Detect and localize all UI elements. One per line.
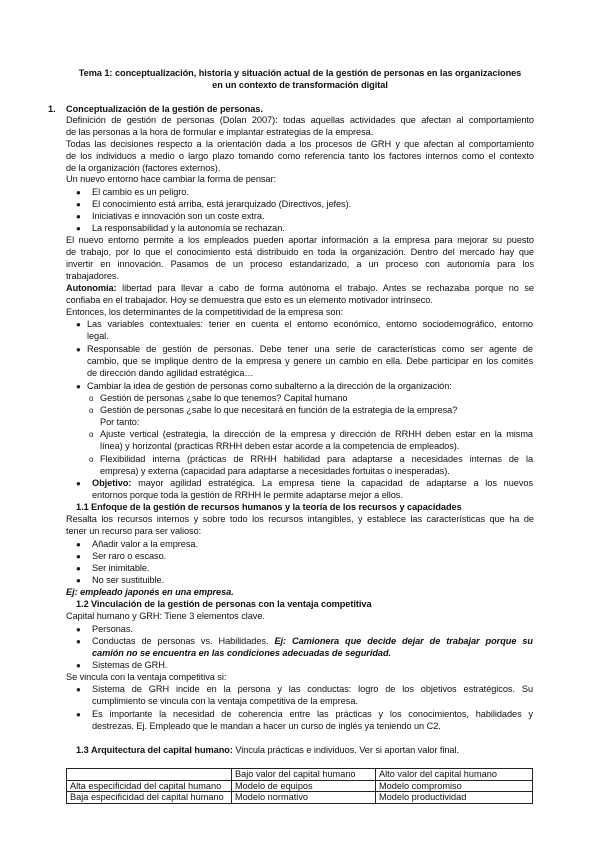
bullet-icon: ●	[76, 637, 81, 646]
section-1-1-number: 1.1	[76, 502, 89, 512]
example-text: Ej: empleado japonés en una empresa.	[66, 587, 234, 597]
objetivo-text: mayor agilidad estratégica. La empresa tiene la capacidad de adaptarse a los nuevos	[131, 478, 533, 488]
list-item-continuation: legal.	[87, 331, 109, 341]
table-cell: Alta especificidad del capital humano	[67, 780, 232, 792]
section-1-3-line	[91, 745, 559, 756]
circle-bullet-icon: o	[89, 394, 94, 403]
table-cell: Modelo de equipos	[232, 780, 376, 792]
paragraph-line: confiaba en el trabajador. Hoy se demuestra que esto es un elemento motivador intrínseco.	[66, 295, 433, 305]
bullet-icon: ●	[76, 540, 81, 549]
list-item: Personas.	[92, 624, 133, 634]
bullet-icon: ●	[76, 212, 81, 221]
section-1-2-number: 1.2	[76, 599, 89, 609]
section-1-3-heading: Arquitectura del capital humano:	[91, 745, 233, 755]
list-item: Responsable de gestión de personas. Debe tener una serie de características como ser agente de	[87, 344, 533, 354]
list-item: Sistema de GRH incide en la persona y las conductas: logro de los objetivos estratégicos. Su	[92, 684, 533, 694]
human-capital-architecture-table	[66, 768, 533, 804]
list-item: Las variables contextuales: tener en cuenta el entorno económico, entorno sociodemográfico, entorno	[87, 319, 533, 329]
paragraph-line: Resalta los recursos internos y sobre todo los recursos intangibles, y establece las características que ha de	[66, 514, 534, 524]
bullet-icon: ●	[76, 382, 81, 391]
paragraph-line: invertir en innovación. Pasamos de un proceso estandarizado, a un proceso con autonomía para los	[66, 259, 534, 269]
section-1-number: 1.	[48, 104, 56, 114]
list-item: No ser sustituible.	[92, 575, 165, 585]
list-item: Ser inimitable.	[92, 563, 150, 573]
document-title-line-2: en un contexto de transformación digital	[212, 80, 388, 90]
table-cell: Modelo compromiso	[376, 780, 533, 792]
paragraph-line: Se vincula con la ventaja competitiva si:	[66, 672, 227, 682]
circle-bullet-icon: o	[89, 455, 94, 464]
table-header-cell: Alto valor del capital humano	[376, 769, 533, 781]
list-item: El cambio es un peligro.	[92, 187, 189, 197]
section-1-3-number: 1.3	[76, 745, 89, 755]
sub-list-item: Ajuste vertical (estrategia, la dirección de la empresa y dirección de RRHH deben estar en la misma	[100, 429, 533, 439]
paragraph-line: de las personas a la hora de formular e implantar estrategias de la empresa.	[66, 127, 374, 137]
paragraph-line: trabajadores.	[66, 271, 119, 281]
autonomia-label: Autonomía:	[66, 283, 117, 293]
list-item-continuation: destrezas. Ej. Empleado que le mandan a hacer un curso de inglés ya teniendo un C2.	[92, 721, 441, 731]
paragraph-line: Capital humano y GRH: Tiene 3 elementos clave.	[66, 611, 265, 621]
paragraph-line: Definición de gestión de personas (Dolan 2007): todas aquellas actividades que afectan al comportamiento	[66, 115, 534, 125]
list-item-continuation: camión no se encuentra en las condiciones adecuadas de seguridad.	[92, 648, 392, 658]
bullet-icon: ●	[76, 552, 81, 561]
paragraph-line: de trabajo, por lo que el conocimiento está distribuido en toda la organización. Dentro del mercado hay que	[66, 247, 534, 257]
paragraph-line: Un nuevo entorno hace cambiar la forma de pensar:	[66, 174, 277, 184]
sub-list-item-continuation: empresa) y externa (capacidad para adaptarse a necesidades fortuitas o inesperadas).	[100, 466, 450, 476]
camionera-example: Ej: Camionera que decide dejar de trabajar porque su	[274, 636, 533, 646]
sub-list-item: Gestión de personas ¿sabe lo que necesitará en función de la estrategia de la empresa?	[100, 405, 458, 415]
bullet-icon: ●	[76, 224, 81, 233]
paragraph-line: de la organización (factores externos).	[66, 163, 221, 173]
list-item-continuation: cambio, que se implique dentro de la empresa y genere un cambio en ella. Debe participar en los comités	[87, 356, 533, 366]
table-cell: Modelo normativo	[232, 792, 376, 804]
list-item	[92, 636, 533, 647]
bullet-icon: ●	[76, 320, 81, 329]
circle-bullet-icon: o	[89, 430, 94, 439]
bullet-icon: ●	[76, 625, 81, 634]
bullet-icon: ●	[76, 710, 81, 719]
table-header-cell: Bajo valor del capital humano	[232, 769, 376, 781]
list-item: Añadir valor a la empresa.	[92, 539, 198, 549]
list-item: La responsabilidad y la autonomía se rechazan.	[92, 223, 285, 233]
list-item: Cambiar la idea de gestión de personas como subalterno a la dirección de la organización:	[87, 381, 452, 391]
autonomia-text: libertad para llevar a cabo de forma autónoma el trabajo. Antes se rechazaba porque no se	[116, 283, 534, 293]
bullet-icon: ●	[76, 564, 81, 573]
list-item-continuation: cumplimiento se vincula con la ventaja competitiva de la empresa.	[92, 696, 358, 706]
document-title-line-1: Tema 1: conceptualización, historia y situación actual de la gestión de personas en las organizaciones	[78, 68, 522, 78]
autonomia-definition	[66, 283, 534, 294]
paragraph-line: Todas las decisiones respecto a la orientación dada a los procesos de GRH y que afectan al comportamiento	[66, 139, 534, 149]
bullet-icon: ●	[76, 661, 81, 670]
table-header-cell	[67, 769, 232, 781]
objetivo-item	[92, 478, 533, 489]
section-1-2-heading: Vinculación de la gestión de personas con la ventaja competitiva	[91, 599, 372, 609]
list-item: Sistemas de GRH.	[92, 660, 168, 670]
list-item: Iniciativas e innovación son un coste extra.	[92, 211, 265, 221]
paragraph-line: tener un recurso para ser valioso:	[66, 526, 202, 536]
list-item: Ser raro o escaso.	[92, 551, 167, 561]
list-item-continuation: de dirección dando agilidad estratégica…	[87, 368, 254, 378]
paragraph-line: El nuevo entorno permite a los empleados pueden aportar información a la empresa para mejorar su puesto	[66, 235, 534, 245]
objetivo-label: Objetivo:	[92, 478, 132, 488]
list-item: Es importante la necesidad de coherencia entre las prácticas y los conocimientos, habilidades y	[92, 709, 533, 719]
section-1-3-text: Vincula prácticas e individuos. Ver si aportan valor final.	[232, 745, 459, 755]
bullet-icon: ●	[76, 188, 81, 197]
conductas-text: Conductas de personas vs. Habilidades.	[92, 636, 275, 646]
sub-list-item-continuation: Por tanto:	[100, 417, 140, 427]
paragraph-line: de los individuos a medio o largo plazo tomando como referencia tanto los factores internos como el contexto	[66, 151, 534, 161]
bullet-icon: ●	[76, 345, 81, 354]
table-row	[67, 792, 533, 804]
table-header-row	[67, 769, 533, 781]
sub-list-item: Flexibilidad interna (prácticas de RRHH habilidad para adaptarse a necesidades internas de la	[100, 454, 533, 464]
section-1-heading: Conceptualización de la gestión de personas.	[66, 104, 263, 114]
paragraph-line: Entonces, los determinantes de la competitividad de la empresa son:	[66, 307, 344, 317]
list-item-continuation: entornos porque toda la gestión de RRHH le permite adaptarse mejor a ellos.	[92, 490, 403, 500]
bullet-icon: ●	[76, 479, 81, 488]
section-1-1-heading: Enfoque de la gestión de recursos humanos y la teoría de los recursos y capacidades	[91, 502, 462, 512]
circle-bullet-icon: o	[89, 406, 94, 415]
table-row	[67, 780, 533, 792]
sub-list-item-continuation: línea) y horizontal (practicas RRHH deben estar acorde a la competencia de empleados).	[100, 441, 460, 451]
table-cell: Modelo productividad	[376, 792, 533, 804]
bullet-icon: ●	[76, 576, 81, 585]
table-cell: Baja especificidad del capital humano	[67, 792, 232, 804]
bullet-icon: ●	[76, 200, 81, 209]
bullet-icon: ●	[76, 685, 81, 694]
sub-list-item: Gestión de personas ¿sabe lo que tenemos? Capital humano	[100, 393, 348, 403]
list-item: El conocimiento está arriba, está jerarquizado (Directivos, jefes).	[92, 199, 352, 209]
